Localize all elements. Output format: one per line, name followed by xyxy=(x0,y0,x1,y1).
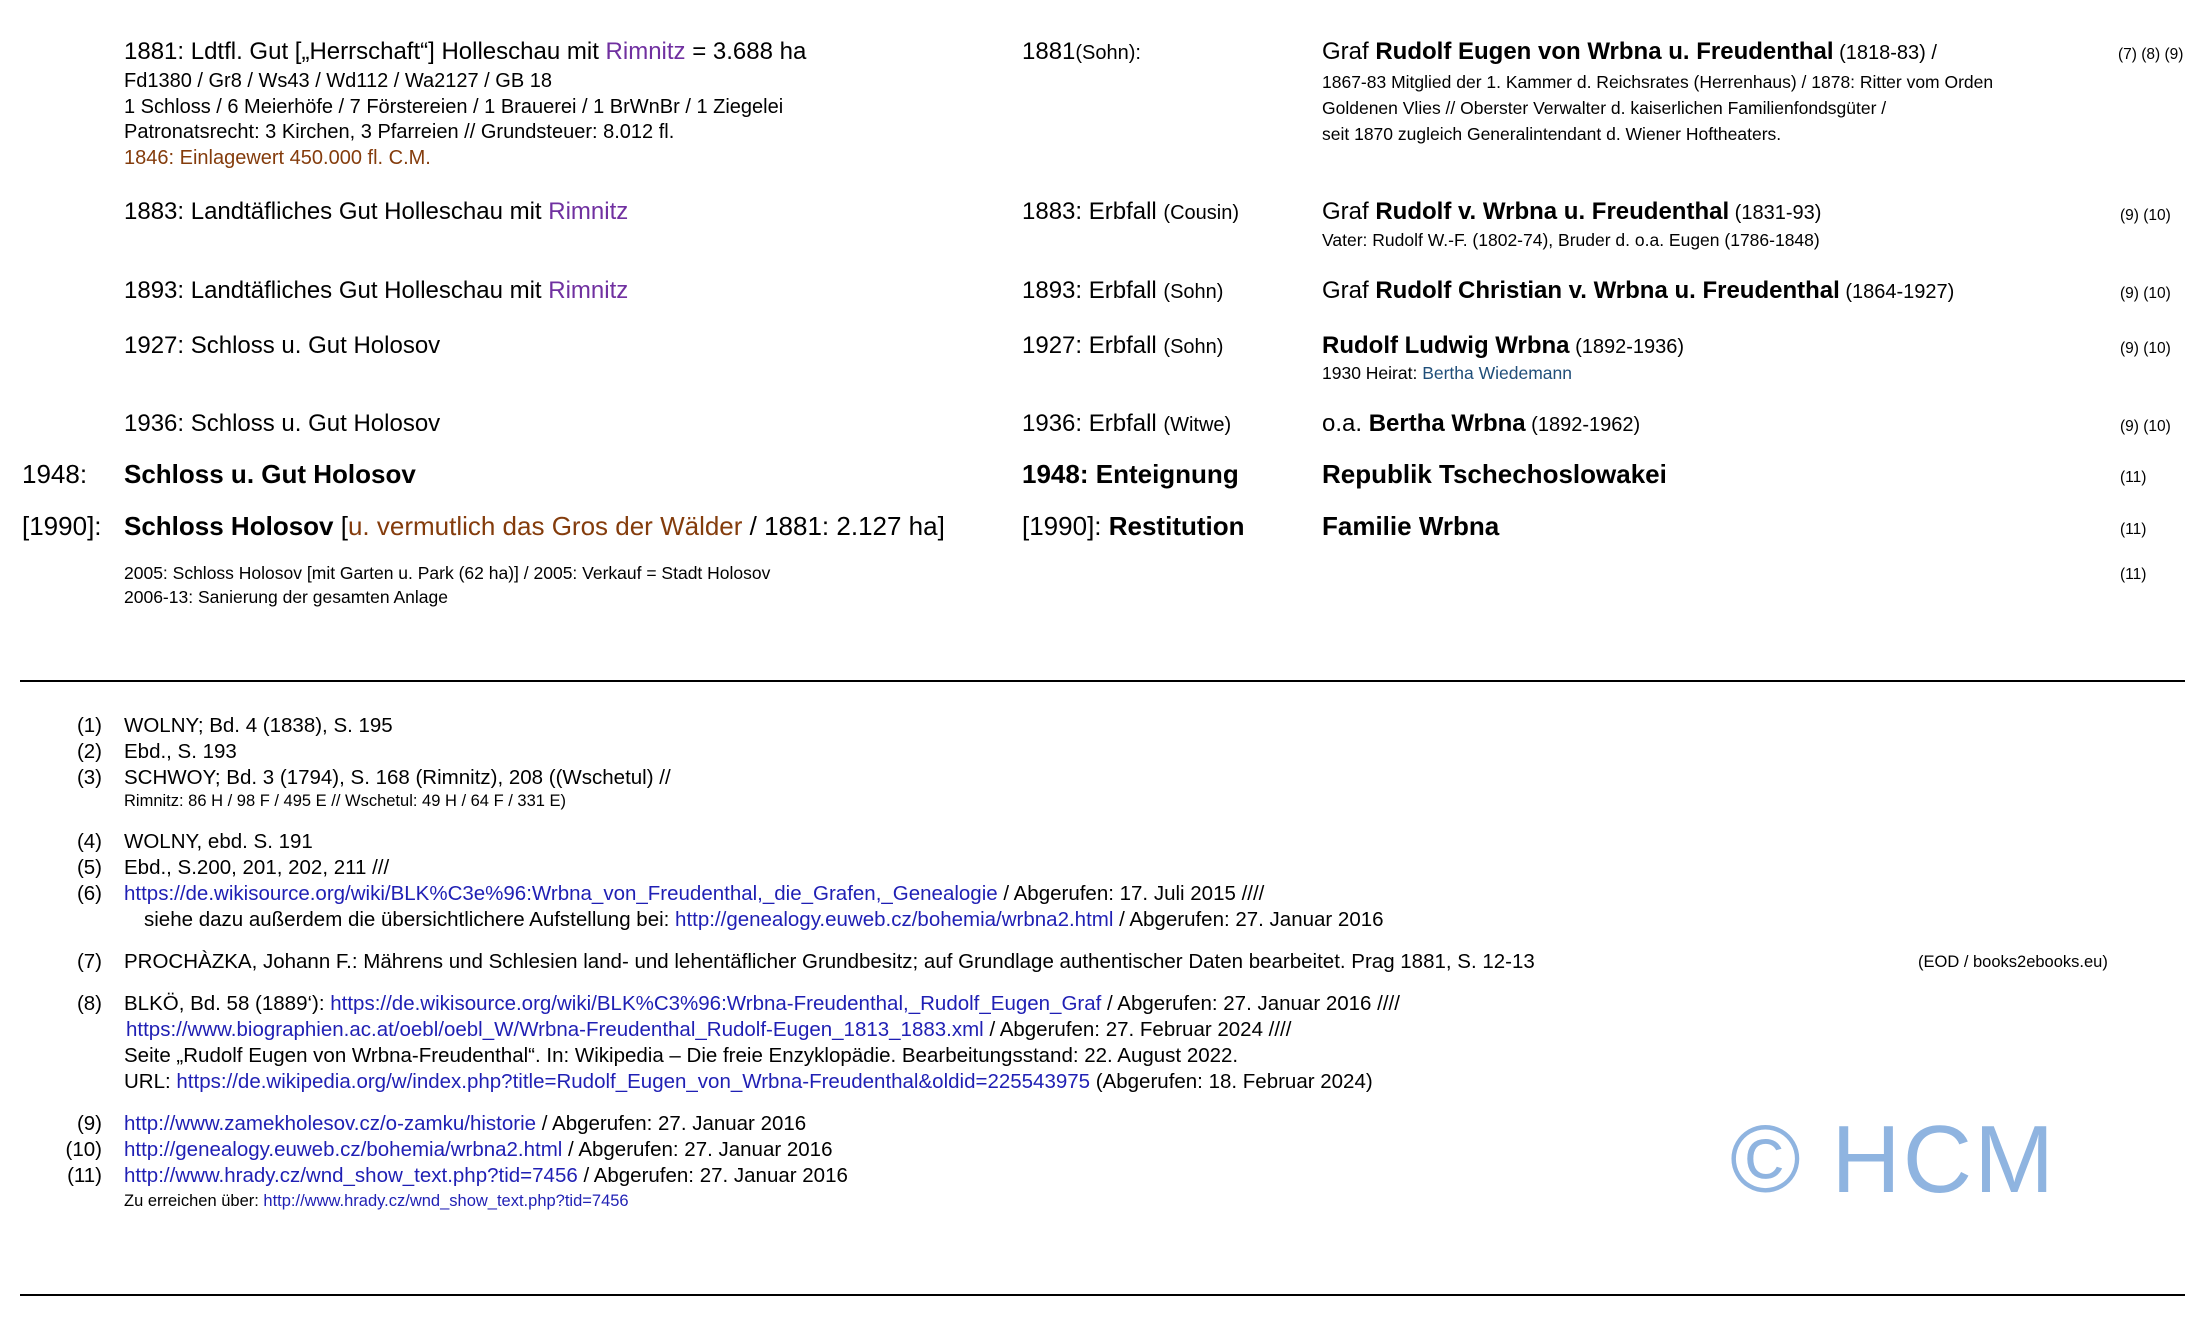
footnote-11: http://www.hrady.cz/wnd_show_text.php?tid=7456 / Abgerufen: 27. Januar 2016 xyxy=(124,1164,848,1187)
footnote-num-2: (2) xyxy=(76,740,102,763)
footnote-8-link-4[interactable]: https://de.wikipedia.org/w/index.php?title=Rudolf_Eugen_von_Wrbna-Freudenthal&oldid=225543975 xyxy=(176,1070,1091,1093)
footnote-num-9: (9) xyxy=(76,1112,102,1135)
note-1990-line-2: 2006-13: Sanierung der gesamten Anlage xyxy=(124,587,448,607)
property-1883: 1883: Landtäfliches Gut Holleschau mit Rimnitz xyxy=(124,198,629,225)
year-1948: 1948: xyxy=(22,459,88,489)
footnote-10: http://genealogy.euweb.cz/bohemia/wrbna2.html / Abgerufen: 27. Januar 2016 xyxy=(124,1138,833,1161)
event-1927: 1927: Erbfall (Sohn) xyxy=(1022,332,1224,359)
footnote-8-line-3: Seite „Rudolf Eugen von Wrbna-Freudenthal“. In: Wikipedia – Die freie Enzyklopädie. Bearbeitungsstand: 22. August 2022. xyxy=(124,1044,1239,1067)
refs-1883: (9) (10) xyxy=(2120,207,2171,224)
owner-1883: Graf Rudolf v. Wrbna u. Freudenthal (1831-93) xyxy=(1322,198,1822,225)
footnote-6-link-2[interactable]: http://genealogy.euweb.cz/bohemia/wrbna2.html xyxy=(675,908,1114,931)
footnote-num-3: (3) xyxy=(76,766,102,789)
stats-line-1: Fd1380 / Gr8 / Ws43 / Wd112 / Wa2127 / GB 18 xyxy=(124,70,552,92)
note-1990-line-1: 2005: Schloss Holosov [mit Garten u. Park (62 ha)] / 2005: Verkauf = Stadt Holosov xyxy=(124,563,771,583)
place-rimnitz: Rimnitz xyxy=(605,38,686,65)
copyright-watermark: © HCM xyxy=(1730,1106,2057,1213)
stats-line-2: 1 Schloss / 6 Meierhöfe / 7 Förstereien / 1 Brauerei / 1 BrWnBr / 1 Ziegelei xyxy=(124,96,784,118)
footnote-5: Ebd., S.200, 201, 202, 211 /// xyxy=(124,856,390,879)
refs-1948: (11) xyxy=(2120,469,2147,486)
footnote-num-5: (5) xyxy=(76,856,102,879)
event-1883: 1883: Erbfall (Cousin) xyxy=(1022,198,1239,225)
footnote-6-link-1[interactable]: https://de.wikisource.org/wiki/BLK%C3e%96:Wrbna_von_Freudenthal,_die_Grafen,_Genealogie xyxy=(124,882,998,905)
footnote-10-link[interactable]: http://genealogy.euweb.cz/bohemia/wrbna2.html xyxy=(124,1138,563,1161)
footnote-11-sub-link[interactable]: http://www.hrady.cz/wnd_show_text.php?tid=7456 xyxy=(263,1192,629,1210)
stats-line-4: 1846: Einlagewert 450.000 fl. C.M. xyxy=(124,147,431,169)
footnote-num-7: (7) xyxy=(76,950,102,973)
bio-1881-line-2: Goldenen Vlies // Oberster Verwalter d. kaiserlichen Familienfondsgüter / xyxy=(1322,98,1887,118)
property-1936: 1936: Schloss u. Gut Holosov xyxy=(124,410,441,437)
refs-1893: (9) (10) xyxy=(2120,285,2171,302)
footnote-6-line-1: https://de.wikisource.org/wiki/BLK%C3e%96:Wrbna_von_Freudenthal,_die_Grafen,_Genealogie / Abgerufen: 17. Juli 2015 //// xyxy=(124,882,1265,905)
owner-1948: Republik Tschechoslowakei xyxy=(1322,459,1667,489)
bio-1881-line-1: 1867-83 Mitglied der 1. Kammer d. Reichsrates (Herrenhaus) / 1878: Ritter vom Orden xyxy=(1322,72,1994,92)
event-1936: 1936: Erbfall (Witwe) xyxy=(1022,410,1232,437)
footnote-1: WOLNY; Bd. 4 (1838), S. 195 xyxy=(124,714,393,737)
footnote-num-10: (10) xyxy=(65,1138,102,1161)
footnote-9-link[interactable]: http://www.zamekholesov.cz/o-zamku/historie xyxy=(124,1112,537,1135)
owner-1893: Graf Rudolf Christian v. Wrbna u. Freudenthal (1864-1927) xyxy=(1322,277,1955,304)
property-1881: 1881: Ldtfl. Gut [„Herrschaft“] Holleschau mit Rimnitz = 3.688 ha xyxy=(124,38,807,65)
owner-1927: Rudolf Ludwig Wrbna (1892-1936) xyxy=(1322,332,1685,359)
event-1990: [1990]: Restitution xyxy=(1022,511,1245,541)
refs-1881: (7) (8) (9) xyxy=(2118,46,2184,63)
event-1881: 1881(Sohn): xyxy=(1022,38,1141,65)
year-1990: [1990]: xyxy=(22,511,102,541)
stats-line-3: Patronatsrecht: 3 Kirchen, 3 Pfarreien // Grundsteuer: 8.012 fl. xyxy=(124,121,675,143)
footnote-6-line-2: siehe dazu außerdem die übersichtlichere Aufstellung bei: http://genealogy.euweb.cz/bohemia/wrbna2.html / Abgerufen: 27. Januar 2016 xyxy=(144,908,1384,931)
footnote-8-link-2[interactable]: https://www.biographien.ac.at/oebl/oebl_W/Wrbna-Freudenthal_Rudolf-Eugen_1813_1883.xml xyxy=(126,1018,984,1041)
refs-1927: (9) (10) xyxy=(2120,340,2171,357)
footnote-3-sub: Rimnitz: 86 H / 98 F / 495 E // Wschetul: 49 H / 64 F / 331 E) xyxy=(124,792,567,810)
event-1893: 1893: Erbfall (Sohn) xyxy=(1022,277,1224,304)
refs-1990: (11) xyxy=(2120,521,2147,538)
footnote-2: Ebd., S. 193 xyxy=(124,740,237,763)
footnote-8-line-1: BLKÖ, Bd. 58 (1889‘): https://de.wikisource.org/wiki/BLK%C3%96:Wrbna-Freudenthal,_Rudolf_Eugen_Graf / Abgerufen: 27. Januar 2016 //// xyxy=(124,992,1400,1015)
footnote-7: PROCHÀZKA, Johann F.: Mährens und Schlesien land- und lehentäflicher Grundbesitz; auf Grundlage authentischer Daten bearbeitet. Prag 1881, S. 12-13 xyxy=(124,950,1535,973)
footnote-11-link[interactable]: http://www.hrady.cz/wnd_show_text.php?tid=7456 xyxy=(124,1164,578,1187)
event-1948: 1948: Enteignung xyxy=(1022,459,1239,489)
property-1948: Schloss u. Gut Holosov xyxy=(124,459,416,489)
footnote-num-6: (6) xyxy=(76,882,102,905)
footnote-7-aside: (EOD / books2ebooks.eu) xyxy=(1918,953,2108,971)
bio-1883: Vater: Rudolf W.-F. (1802-74), Bruder d. o.a. Eugen (1786-1848) xyxy=(1322,230,1820,250)
divider-bottom xyxy=(20,1294,2185,1296)
property-1893: 1893: Landtäfliches Gut Holleschau mit Rimnitz xyxy=(124,277,629,304)
footnote-11-sub: Zu erreichen über: http://www.hrady.cz/wnd_show_text.php?tid=7456 xyxy=(124,1192,629,1210)
owner-1990: Familie Wrbna xyxy=(1322,511,1500,541)
footnote-8-line-2: https://www.biographien.ac.at/oebl/oebl_W/Wrbna-Freudenthal_Rudolf-Eugen_1813_1883.xml / Abgerufen: 27. Februar 2024 //// xyxy=(126,1018,1292,1041)
refs-1990-note: (11) xyxy=(2120,566,2147,583)
footnote-4: WOLNY, ebd. S. 191 xyxy=(124,830,313,853)
bio-1881-line-3: seit 1870 zugleich Generalintendant d. Wiener Hoftheaters. xyxy=(1322,124,1782,144)
owner-1881: Graf Rudolf Eugen von Wrbna u. Freudenthal (1818-83) / xyxy=(1322,38,1937,65)
divider-top xyxy=(20,680,2185,682)
property-1990: Schloss Holosov [u. vermutlich das Gros der Wälder / 1881: 2.127 ha] xyxy=(124,511,945,541)
footnote-9: http://www.zamekholesov.cz/o-zamku/historie / Abgerufen: 27. Januar 2016 xyxy=(124,1112,807,1135)
footnote-num-4: (4) xyxy=(76,830,102,853)
owner-1936: o.a. Bertha Wrbna (1892-1962) xyxy=(1322,410,1641,437)
footnote-num-1: (1) xyxy=(76,714,102,737)
refs-1936: (9) (10) xyxy=(2120,418,2171,435)
bio-1927: 1930 Heirat: Bertha Wiedemann xyxy=(1322,363,1573,383)
footnote-num-11: (11) xyxy=(67,1164,102,1187)
footnote-num-8: (8) xyxy=(76,992,102,1015)
property-1927: 1927: Schloss u. Gut Holosov xyxy=(124,332,441,359)
footnote-8-line-4: URL: https://de.wikipedia.org/w/index.php?title=Rudolf_Eugen_von_Wrbna-Freudenthal&oldid=225543975 (Abgerufen: 18. Februar 2024) xyxy=(124,1070,1373,1093)
footnote-3: SCHWOY; Bd. 3 (1794), S. 168 (Rimnitz), 208 ((Wschetul) // xyxy=(124,766,671,789)
footnote-8-link-1[interactable]: https://de.wikisource.org/wiki/BLK%C3%96:Wrbna-Freudenthal,_Rudolf_Eugen_Graf xyxy=(330,992,1102,1015)
